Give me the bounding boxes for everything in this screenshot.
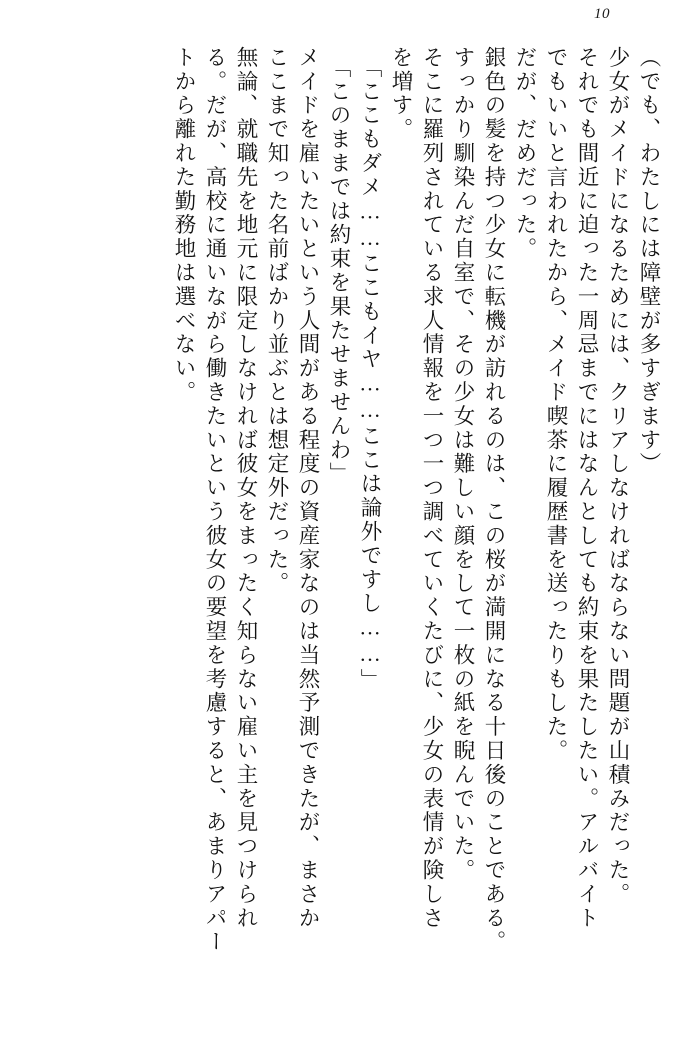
text-line: を増す。 [389,46,413,142]
text-line: でもいいと言われたから、メイド喫茶に履歴書を送ったりもした。 [544,46,568,763]
text-line: 少女がメイドになるためには、クリアしなければならない問題が山積みだった。 [606,46,630,907]
text-line: （でも、わたしには障壁が多すぎます） [637,46,661,477]
text-line: そこに羅列されている求人情報を一つ一つ調べていくたびに、少女の表情が険しさ [420,46,444,931]
text-line: 銀色の髪を持つ少女に転機が訪れるのは、この桜が満開になる十日後のことである。 [482,46,506,955]
page-number: 10 [594,6,610,22]
text-line: 「このままでは約束を果たせませんわ」 [327,56,351,487]
vertical-text-body [26,46,664,1021]
text-line: 無論、就職先を地元に限定しなければ彼女をまったく知らない雇い主を見つけられ [234,46,258,931]
text-line: 「ここもダメ……ここもイヤ……ここは論外ですし……」 [358,56,382,693]
text-line: すっかり馴染んだ自室で、その少女は難しい顔をして一枚の紙を睨んでいた。 [451,46,475,883]
text-line: だが、だめだった。 [513,46,537,262]
text-line: ここまで知った名前ばかり並ぶとは想定外だった。 [265,46,289,596]
text-line: それでも間近に迫った一周忌までにはなんとしても約束を果たしたい。アルバイト [575,46,599,931]
text-line: トから離れた勤務地は選べない。 [172,46,196,405]
text-line: メイドを雇いたいという人間がある程度の資産家なのは当然予測できたが、まさか [296,46,320,931]
text-line: る。だが、高校に通いながら働きたいという彼女の要望を考慮すると、あまりアパー [203,46,227,955]
